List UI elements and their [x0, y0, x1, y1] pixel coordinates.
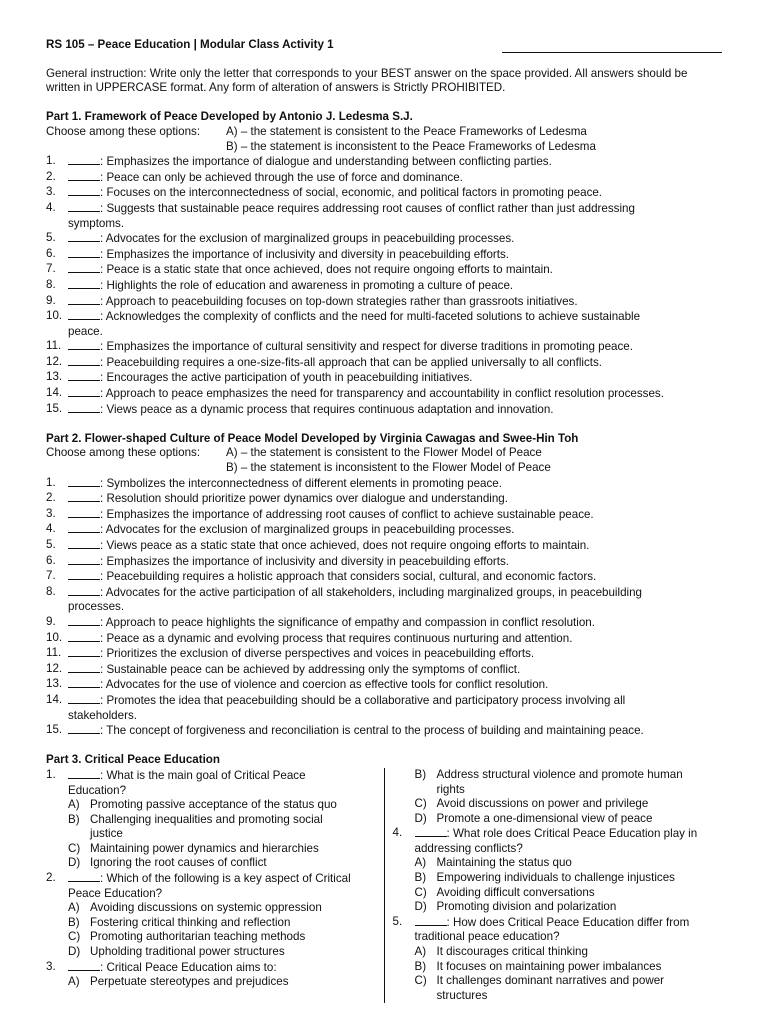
- answer-blank[interactable]: [68, 370, 100, 381]
- part2-item: [46, 507, 722, 523]
- part1-choose-label: Choose among these options:: [46, 124, 201, 138]
- item-text-wrap: [68, 491, 722, 507]
- question-text: : What role does Critical Peace Education play in: [446, 827, 698, 841]
- choice-text: Ignoring the root causes of conflict: [90, 856, 267, 870]
- item-number: 6.: [46, 246, 56, 260]
- choice-text-wrap: [437, 812, 723, 827]
- item-statement: : Advocates for the active participation of all stakeholders, including marginalized groups, in peacebuilding: [100, 585, 643, 599]
- item-number: 7.: [46, 262, 56, 276]
- answer-blank[interactable]: [68, 247, 100, 258]
- choice-text-wrap: [90, 945, 376, 960]
- item-number: 2.: [46, 169, 56, 183]
- part2-item: [46, 662, 722, 678]
- choice-text-wrap: [90, 901, 376, 916]
- item-text-wrap: [68, 554, 722, 570]
- item-statement: : Approach to peace emphasizes the need for transparency and accountability in conflict resolution processes.: [100, 387, 664, 401]
- choice-text: Promote a one-dimensional view of peace: [436, 811, 653, 825]
- answer-blank[interactable]: [68, 723, 100, 734]
- item-statement: : Emphasizes the importance of inclusivity and diversity in peacebuilding efforts.: [100, 554, 509, 568]
- part1-item: [46, 339, 722, 355]
- choice-text: Avoiding difficult conversations: [436, 885, 595, 899]
- choice-text-wrap: [90, 842, 376, 857]
- part1-item: [46, 278, 722, 294]
- part2-options: [46, 446, 722, 475]
- item-statement-continued: symptoms.: [68, 216, 125, 230]
- part1-item: [46, 247, 722, 263]
- answer-blank[interactable]: [68, 507, 100, 518]
- question: [393, 915, 723, 945]
- choice-text-wrap: [437, 886, 723, 901]
- answer-choice: [46, 945, 376, 960]
- item-statement: : Sustainable peace can be achieved by addressing only the symptoms of conflict.: [100, 662, 521, 676]
- item-text-wrap: [68, 522, 722, 538]
- part1-item-list: [46, 154, 722, 417]
- choice-letter: B): [414, 959, 427, 973]
- item-text-wrap: [68, 646, 722, 662]
- choice-text: Maintaining power dynamics and hierarchies: [90, 841, 319, 855]
- item-statement: : Emphasizes the importance of cultural sensitivity and respect for diverse traditions in promoting peace.: [100, 340, 633, 354]
- answer-blank[interactable]: [68, 309, 100, 320]
- item-text-wrap: [68, 201, 722, 231]
- choice-text: Fostering critical thinking and reflection: [90, 915, 291, 929]
- choice-letter: D): [68, 945, 81, 959]
- item-statement: : Peace can only be achieved through the use of force and dominance.: [100, 170, 463, 184]
- question-number: 1.: [46, 767, 56, 781]
- part2-item: [46, 476, 722, 492]
- item-text-wrap: [68, 476, 722, 492]
- answer-choice: [46, 842, 376, 857]
- choice-text-wrap: [437, 960, 723, 975]
- part1-item: [46, 170, 722, 186]
- item-number: 14.: [46, 386, 63, 400]
- answer-choice: [46, 916, 376, 931]
- part1-item: [46, 185, 722, 201]
- choice-text: Upholding traditional power structures: [90, 945, 285, 959]
- part2-option-b: B) – the statement is inconsistent to the Flower Model of Peace: [226, 461, 551, 475]
- choice-letter: A): [414, 856, 427, 870]
- answer-blank[interactable]: [68, 262, 100, 273]
- question-text-wrap: [68, 768, 376, 798]
- answer-choice: [393, 812, 723, 827]
- answer-blank[interactable]: [68, 538, 100, 549]
- answer-choice: [393, 960, 723, 975]
- part2-item: [46, 522, 722, 538]
- question: [46, 768, 376, 798]
- item-statement-continued: peace.: [68, 324, 103, 338]
- choice-text-wrap: [90, 975, 376, 990]
- item-statement: : Advocates for the exclusion of marginalized groups in peacebuilding processes.: [100, 232, 515, 246]
- choice-letter: C): [68, 841, 81, 855]
- choice-text-wrap: [437, 900, 723, 915]
- answer-blank[interactable]: [68, 960, 100, 971]
- item-number: 5.: [46, 231, 56, 245]
- item-statement: : Approach to peacebuilding focuses on top-down strategies rather than grassroots initiatives.: [100, 294, 578, 308]
- item-text-wrap: [68, 585, 722, 615]
- item-text-wrap: [68, 247, 722, 263]
- item-text-wrap: [68, 662, 722, 678]
- choice-letter: D): [414, 811, 427, 825]
- answer-choice: [393, 945, 723, 960]
- question: [46, 871, 376, 901]
- choice-letter: B): [68, 915, 80, 929]
- choice-letter: A): [414, 945, 427, 959]
- part1-item: [46, 309, 722, 339]
- item-number: 3.: [46, 185, 56, 199]
- item-statement: : Prioritizes the exclusion of diverse perspectives and voices in peacebuilding efforts.: [100, 647, 535, 661]
- choice-text: Promoting division and polarization: [436, 900, 617, 914]
- item-statement: : Peacebuilding requires a one-size-fits-all approach that can be applied universally to all conflicts.: [100, 355, 603, 369]
- answer-blank[interactable]: [68, 294, 100, 305]
- answer-blank[interactable]: [68, 871, 100, 882]
- answer-choice: [46, 856, 376, 871]
- item-number: 15.: [46, 723, 63, 737]
- item-number: 15.: [46, 401, 63, 415]
- part1-item: [46, 154, 722, 170]
- item-statement: : Symbolizes the interconnectedness of different elements in promoting peace.: [100, 476, 502, 490]
- question: [393, 826, 723, 856]
- answer-blank[interactable]: [68, 768, 100, 779]
- question-text-wrap: [68, 871, 376, 901]
- item-statement: : Approach to peace highlights the significance of empathy and compassion in conflict resolution.: [100, 615, 595, 629]
- answer-choice: [393, 900, 723, 915]
- choice-letter: D): [68, 856, 81, 870]
- answer-blank[interactable]: [68, 693, 100, 704]
- part2-item: [46, 723, 722, 739]
- part1-item: [46, 386, 722, 402]
- part2-item: [46, 569, 722, 585]
- part2-item: [46, 631, 722, 647]
- part1-item: [46, 355, 722, 371]
- item-number: 14.: [46, 692, 63, 706]
- question-number: 3.: [46, 959, 56, 973]
- item-statement: : Views peace as a dynamic process that requires continuous adaptation and innovation.: [100, 402, 554, 416]
- item-text-wrap: [68, 677, 722, 693]
- choice-letter: C): [414, 974, 427, 988]
- answer-blank[interactable]: [68, 339, 100, 350]
- choice-letter: D): [414, 900, 427, 914]
- part2-item: [46, 491, 722, 507]
- choice-letter: A): [68, 901, 80, 915]
- item-number: 11.: [46, 646, 62, 660]
- item-statement: : Acknowledges the complexity of conflicts and the need for multi-faceted solutions to achieve sustainable: [100, 310, 641, 324]
- item-number: 9.: [46, 614, 56, 628]
- part1-item: [46, 262, 722, 278]
- part2-item: [46, 646, 722, 662]
- answer-blank[interactable]: [68, 154, 100, 165]
- question-text-wrap: [68, 960, 376, 976]
- choice-letter: C): [414, 885, 427, 899]
- choice-letter: A): [68, 798, 80, 812]
- item-text-wrap: [68, 231, 722, 247]
- answer-blank[interactable]: [68, 201, 100, 212]
- item-statement: : Resolution should prioritize power dynamics over dialogue and understanding.: [100, 492, 508, 506]
- item-number: 13.: [46, 370, 63, 384]
- answer-blank[interactable]: [68, 185, 100, 196]
- part2-item: [46, 693, 722, 723]
- part2-item: [46, 585, 722, 615]
- item-statement: : Views peace as a static state that once achieved, does not require ongoing efforts to maintain.: [100, 539, 590, 552]
- answer-choice: [46, 813, 376, 842]
- item-text-wrap: [68, 693, 722, 723]
- question-text: : Critical Peace Education aims to:: [100, 960, 277, 974]
- answer-blank[interactable]: [68, 278, 100, 289]
- item-text-wrap: [68, 339, 722, 355]
- choice-text-wrap: [90, 916, 376, 931]
- answer-choice: [46, 975, 376, 990]
- item-text-wrap: [68, 278, 722, 294]
- item-number: 6.: [46, 553, 56, 567]
- item-number: 4.: [46, 200, 56, 214]
- answer-choice: [393, 871, 723, 886]
- item-text-wrap: [68, 402, 722, 418]
- answer-blank[interactable]: [68, 677, 100, 688]
- part2-title: Part 2. Flower-shaped Culture of Peace Model Developed by Virginia Cawagas and Swee-Hin Toh: [46, 431, 579, 445]
- item-number: 2.: [46, 491, 56, 505]
- answer-blank[interactable]: [68, 476, 100, 487]
- item-statement: : Focuses on the interconnectedness of social, economic, and political factors in promoting peace.: [100, 186, 603, 200]
- answer-blank[interactable]: [415, 915, 447, 926]
- choice-text-wrap: [90, 798, 376, 813]
- choice-text-wrap: [90, 930, 376, 945]
- answer-blank[interactable]: [68, 585, 100, 596]
- general-instruction: General instruction: Write only the letter that corresponds to your BEST answer on the space provided. All answers should be written in UPPERCASE format. Any form of alteration of answers is Strictly PROHIBITED.: [46, 66, 688, 95]
- item-statement: : Emphasizes the importance of addressing root causes of conflict to achieve sustainable peace.: [100, 507, 594, 521]
- item-statement: : Suggests that sustainable peace requires addressing root causes of conflict rather than just addressing: [100, 201, 635, 215]
- choice-text: rights: [436, 782, 465, 796]
- choice-letter: B): [414, 767, 427, 781]
- part3-left-column: [46, 768, 376, 1004]
- question-text: addressing conflicts?: [414, 841, 523, 855]
- item-statement: : Peace as a dynamic and evolving process that requires continuous nurturing and attention.: [100, 631, 573, 645]
- part2-item-list: [46, 476, 722, 739]
- choice-text: It focuses on maintaining power imbalances: [436, 959, 662, 973]
- item-text-wrap: [68, 723, 722, 739]
- part1-item: [46, 231, 722, 247]
- part3-title: Part 3. Critical Peace Education: [46, 753, 220, 767]
- choice-text: Promoting passive acceptance of the status quo: [90, 798, 337, 812]
- item-number: 10.: [46, 309, 63, 323]
- answer-blank[interactable]: [68, 355, 100, 366]
- answer-blank[interactable]: [68, 646, 100, 657]
- choice-letter: C): [414, 797, 427, 811]
- answer-blank[interactable]: [68, 631, 100, 642]
- choice-text: Perpetuate stereotypes and prejudices: [90, 975, 289, 989]
- part1-options: [46, 125, 722, 154]
- item-number: 10.: [46, 630, 63, 644]
- item-text-wrap: [68, 370, 722, 386]
- answer-blank[interactable]: [68, 554, 100, 565]
- name-answer-line[interactable]: [502, 40, 722, 53]
- item-number: 1.: [46, 154, 56, 168]
- part2-choose-label: Choose among these options:: [46, 446, 201, 460]
- answer-choice: [393, 886, 723, 901]
- item-number: 7.: [46, 569, 56, 583]
- answer-blank[interactable]: [68, 522, 100, 533]
- item-number: 9.: [46, 293, 56, 307]
- answer-blank[interactable]: [68, 662, 100, 673]
- item-text-wrap: [68, 154, 722, 170]
- question-text: Peace Education?: [68, 886, 163, 900]
- item-statement: : Encourages the active participation of youth in peacebuilding initiatives.: [100, 371, 473, 385]
- choice-text-wrap: [437, 797, 723, 812]
- answer-blank[interactable]: [68, 170, 100, 181]
- answer-choice: [393, 797, 723, 812]
- item-text-wrap: [68, 615, 722, 631]
- choice-text: Avoiding discussions on systemic oppression: [90, 901, 322, 915]
- answer-blank[interactable]: [68, 402, 100, 413]
- choice-text-wrap: [437, 974, 723, 1003]
- answer-blank[interactable]: [68, 386, 100, 397]
- item-text-wrap: [68, 631, 722, 647]
- part2-item: [46, 677, 722, 693]
- choice-letter: B): [414, 871, 427, 885]
- item-statement: : Peace is a static state that once achieved, does not require ongoing efforts to maintain.: [100, 263, 553, 277]
- part3-right-column: [384, 768, 723, 1004]
- part2-item: [46, 615, 722, 631]
- part2-item: [46, 538, 722, 554]
- choice-text-wrap: [437, 768, 723, 797]
- item-number: 13.: [46, 677, 63, 691]
- item-text-wrap: [68, 569, 722, 585]
- document-title: RS 105 – Peace Education | Modular Class Activity 1: [46, 38, 334, 51]
- part1-title: Part 1. Framework of Peace Developed by Antonio J. Ledesma S.J.: [46, 110, 413, 124]
- answer-choice: [393, 856, 723, 871]
- item-statement: : Emphasizes the importance of dialogue and understanding between conflicting parties.: [100, 155, 552, 169]
- choice-text: It discourages critical thinking: [436, 945, 588, 959]
- item-number: 8.: [46, 584, 56, 598]
- question-text-wrap: [415, 915, 723, 945]
- question: [46, 960, 376, 976]
- item-text-wrap: [68, 507, 722, 523]
- choice-letter: A): [68, 975, 80, 989]
- part1-item: [46, 294, 722, 310]
- item-text-wrap: [68, 355, 722, 371]
- answer-blank[interactable]: [68, 615, 100, 626]
- part1-option-a: A) – the statement is consistent to the Peace Frameworks of Ledesma: [226, 124, 587, 138]
- answer-choice: [46, 901, 376, 916]
- answer-blank[interactable]: [68, 491, 100, 502]
- item-number: 3.: [46, 506, 56, 520]
- item-text-wrap: [68, 538, 722, 554]
- question-text: : Which of the following is a key aspect of Critical: [100, 872, 351, 886]
- item-statement-continued: processes.: [68, 600, 125, 614]
- choice-text-wrap: [437, 945, 723, 960]
- part1-item: [46, 370, 722, 386]
- item-text-wrap: [68, 309, 722, 339]
- part2-option-a: A) – the statement is consistent to the Flower Model of Peace: [226, 446, 542, 460]
- question-text: traditional peace education?: [414, 930, 560, 944]
- choice-text-wrap: [437, 856, 723, 871]
- choice-letter: B): [68, 812, 80, 826]
- choice-text-wrap: [437, 871, 723, 886]
- question-number: 4.: [392, 826, 403, 840]
- item-statement: : Promotes the idea that peacebuilding should be a collaborative and participatory process involving all: [100, 693, 626, 707]
- question-text-wrap: [415, 826, 723, 856]
- part1-item: [46, 402, 722, 418]
- part3-columns: [46, 768, 722, 1004]
- item-number: 12.: [46, 661, 63, 675]
- part2-item: [46, 554, 722, 570]
- item-statement: : Peacebuilding requires a holistic approach that considers social, cultural, and economic factors.: [100, 570, 597, 584]
- choice-text: Promoting authoritarian teaching methods: [90, 930, 306, 944]
- item-text-wrap: [68, 170, 722, 186]
- question-text: Education?: [68, 783, 127, 797]
- part1-option-b: B) – the statement is inconsistent to the Peace Frameworks of Ledesma: [226, 139, 596, 153]
- answer-blank[interactable]: [415, 826, 447, 837]
- choice-text: Empowering individuals to challenge injustices: [436, 871, 675, 885]
- item-statement: : The concept of forgiveness and reconciliation is central to the process of building and maintaining peace.: [100, 724, 644, 738]
- item-text-wrap: [68, 294, 722, 310]
- choice-text: Challenging inequalities and promoting social: [90, 812, 323, 826]
- choice-text: justice: [90, 827, 123, 841]
- document-header: [46, 38, 722, 53]
- choice-text: It challenges dominant narratives and power: [436, 974, 664, 988]
- item-text-wrap: [68, 262, 722, 278]
- item-text-wrap: [68, 185, 722, 201]
- choice-text: Address structural violence and promote human: [436, 767, 683, 781]
- choice-text: Avoid discussions on power and privilege: [436, 797, 649, 811]
- answer-blank[interactable]: [68, 231, 100, 242]
- question-text: : What is the main goal of Critical Peace: [100, 768, 306, 782]
- item-number: 12.: [46, 354, 63, 368]
- item-statement: : Highlights the role of education and awareness in promoting a culture of peace.: [100, 278, 514, 292]
- item-statement: : Emphasizes the importance of inclusivity and diversity in peacebuilding efforts.: [100, 247, 509, 261]
- answer-choice: [46, 930, 376, 945]
- answer-choice: [393, 768, 723, 797]
- answer-choice: [46, 798, 376, 813]
- choice-text-wrap: [90, 856, 376, 871]
- item-statement-continued: stakeholders.: [68, 708, 137, 722]
- item-number: 5.: [46, 538, 56, 551]
- question-number: 5.: [392, 914, 403, 928]
- item-number: 11.: [46, 339, 62, 353]
- choice-text-wrap: [90, 813, 376, 842]
- item-number: 4.: [46, 522, 56, 536]
- part1-item: [46, 201, 722, 231]
- item-statement: : Advocates for the use of violence and coercion as effective tools for conflict resolution.: [100, 678, 549, 692]
- item-number: 8.: [46, 277, 56, 291]
- choice-text: structures: [436, 988, 488, 1002]
- choice-letter: C): [68, 930, 81, 944]
- question-text: : How does Critical Peace Education differ from: [446, 915, 690, 929]
- question-number: 2.: [46, 871, 56, 885]
- answer-blank[interactable]: [68, 569, 100, 580]
- item-statement: : Advocates for the exclusion of marginalized groups in peacebuilding processes.: [100, 523, 515, 537]
- item-number: 1.: [46, 475, 56, 489]
- item-text-wrap: [68, 386, 722, 402]
- answer-choice: [393, 974, 723, 1003]
- choice-text: Maintaining the status quo: [436, 856, 572, 870]
